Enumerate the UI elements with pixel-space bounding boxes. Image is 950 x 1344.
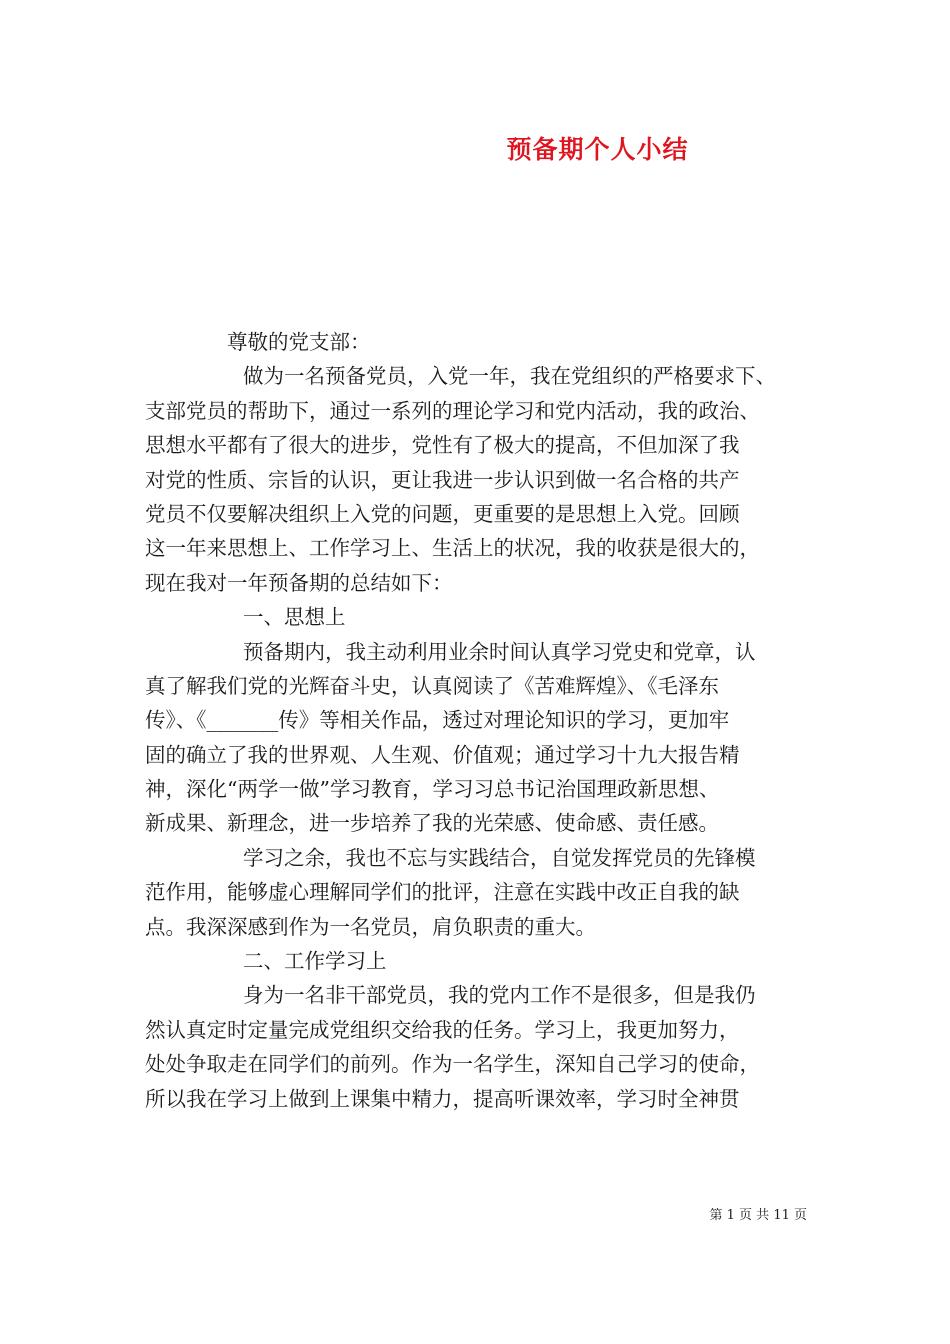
text-line: 支部党员的帮助下，通过一系列的理论学习和党内活动，我的政治、 <box>145 398 760 423</box>
text-line: 身为一名非干部党员，我的党内工作不是很多，但是我仍 <box>243 983 756 1008</box>
text-line: 神，深化“两学一做”学习教育，学习习总书记治国理政新思想、 <box>145 777 720 802</box>
text-line: 做为一名预备党员，入党一年，我在党组织的严格要求下、 <box>243 364 776 389</box>
text-line: 尊敬的党支部： <box>227 330 371 354</box>
text-line: 范作用，能够虚心理解同学们的批评，注意在实践中改正自我的缺 <box>145 880 740 905</box>
text-line: 党员不仅要解决组织上入党的问题，更重要的是思想上入党。回顾 <box>145 501 740 526</box>
text-line: 思想水平都有了很大的进步，党性有了极大的提高，不但加深了我 <box>145 433 740 458</box>
text-line: 学习之余，我也不忘与实践结合，自觉发挥党员的先锋模 <box>243 845 756 870</box>
text-line: 预备期内，我主动利用业余时间认真学习党史和党章，认 <box>243 639 756 664</box>
text-line: 处处争取走在同学们的前列。作为一名学生，深知自己学习的使命， <box>145 1052 760 1077</box>
text-line: 真了解我们党的光辉奋斗史，认真阅读了《苦难辉煌》、《毛泽东 <box>145 673 719 698</box>
text-line: 点。我深深感到作为一名党员，肩负职责的重大。 <box>145 914 596 939</box>
text-line: 这一年来思想上、工作学习上、生活上的状况，我的收获是很大的， <box>145 536 760 561</box>
page-footer: 第 1 页 共 11 页 <box>709 1208 807 1223</box>
text-line: 现在我对一年预备期的总结如下： <box>145 570 453 595</box>
document-body <box>145 325 807 1116</box>
document-title: 预备期个人小结 <box>506 135 689 164</box>
text-line: 对党的性质、宗旨的认识，更让我进一步认识到做一名合格的共产 <box>145 467 740 492</box>
text-line: 然认真定时定量完成党组织交给我的任务。学习上，我更加努力， <box>145 1017 740 1042</box>
text-line: 传》、《_______传》等相关作品，透过对理论知识的学习，更加牢 <box>145 708 730 733</box>
text-line: 新成果、新理念，进一步培养了我的光荣感、使命感、责任感。 <box>145 811 719 836</box>
text-line: 所以我在学习上做到上课集中精力，提高听课效率，学习时全神贯 <box>145 1086 740 1111</box>
text-line: 固的确立了我的世界观、人生观、价值观；通过学习十九大报告精 <box>145 742 740 767</box>
text-line: 二、工作学习上 <box>243 949 387 974</box>
text-line: 一、思想上 <box>243 605 346 630</box>
